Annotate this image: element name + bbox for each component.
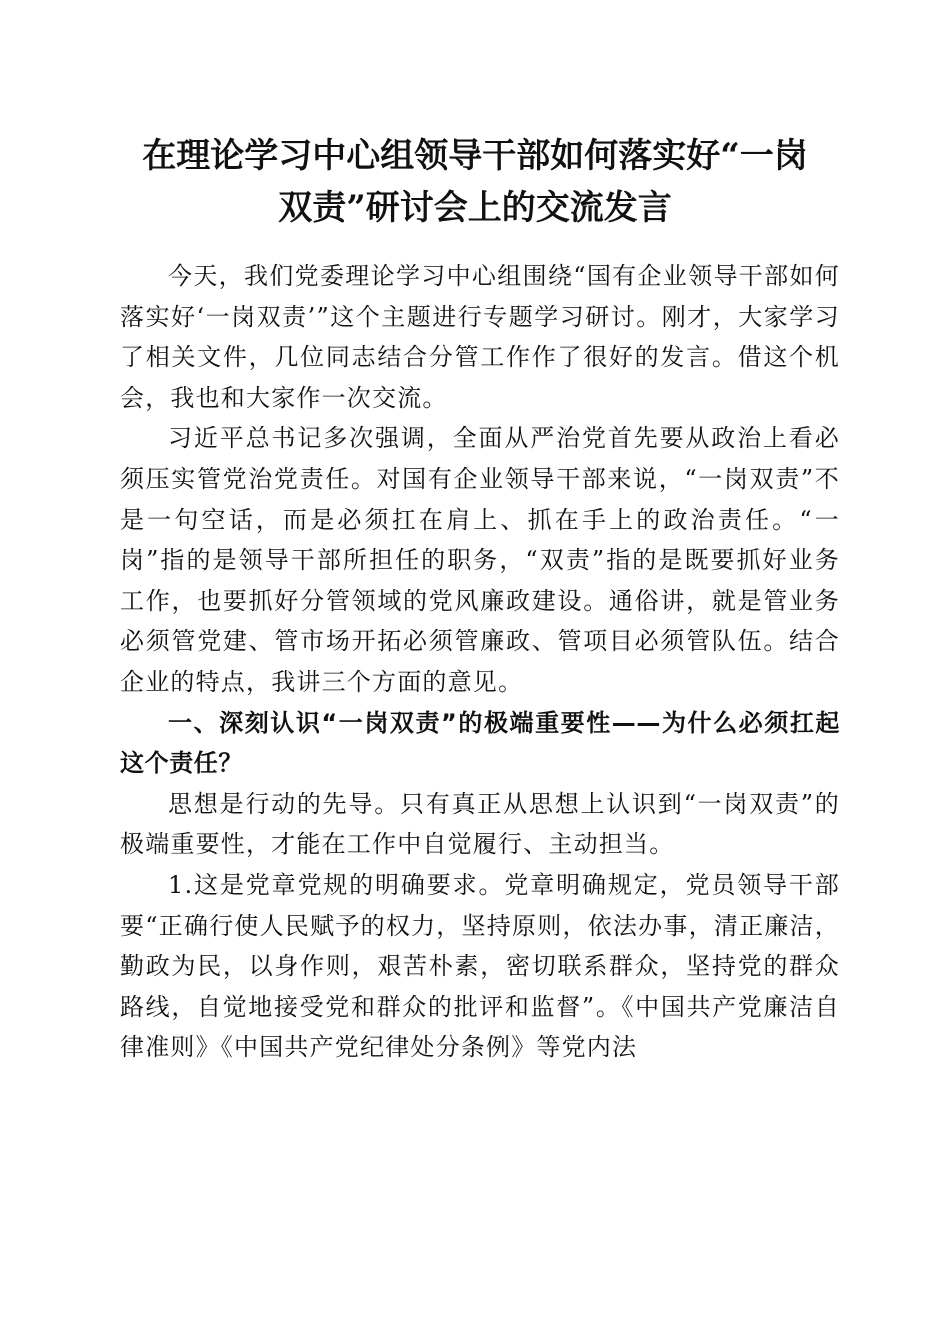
paragraph-context: 习近平总书记多次强调，全面从严治党首先要从政治上看必须压实管党治党责任。对国有企业领导干部来说，“一岗双责”不是一句空话，而是必须扛在肩上、抓在手上的政治责任。“一岗”指的是领导干部所担任的职务，“双责”指的是既要抓好业务工作，也要抓好分管领域的党风廉政建设。通俗讲，就是管业务必须管党建、管市场开拓必须管廉政、管项目必须管队伍。结合企业的特点，我讲三个方面的意见。 — [120, 424, 840, 696]
document-body — [120, 256, 840, 1068]
title-line-2: 双责”研讨会上的交流发言 — [278, 188, 672, 228]
paragraph-intro: 今天，我们党委理论学习中心组围绕“国有企业领导干部如何落实好‘一岗双责’”这个主题进行专题学习研讨。刚才，大家学习了相关文件，几位同志结合分管工作作了很好的发言。借这个机会，我也和大家作一次交流。 — [120, 262, 840, 412]
paragraph-section-1-lead: 思想是行动的先导。只有真正从思想上认识到“一岗双责”的极端重要性，才能在工作中自觉履行、主动担当。 — [120, 789, 840, 859]
title-line-1: 在理论学习中心组领导干部如何落实好“一岗 — [142, 136, 808, 176]
paragraph-point-1: 1.这是党章党规的明确要求。党章明确规定，党员领导干部要“正确行使人民赋予的权力，坚持原则，依法办事，清正廉洁，勤政为民，以身作则，艰苦朴素，密切联系群众，坚持党的群众路线，自觉地接受党和群众的批评和监督”。《中国共产党廉洁自律准则》《中国共产党纪律处分条例》等党内法 — [120, 870, 840, 1062]
document-title — [110, 130, 840, 234]
section-heading-1: 一、深刻认识“一岗双责”的极端重要性——为什么必须扛起这个责任？ — [120, 708, 840, 778]
